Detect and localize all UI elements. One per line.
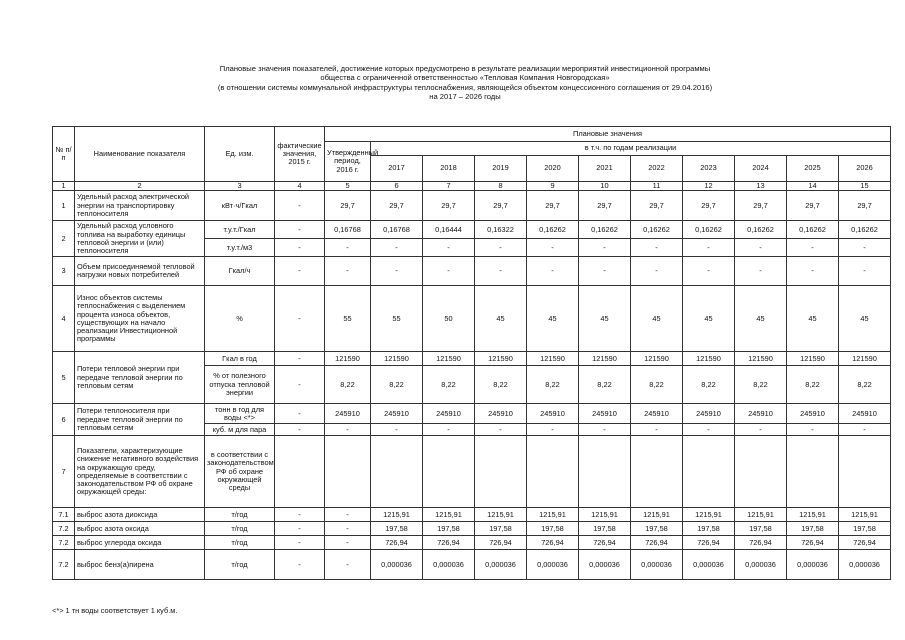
row-value: 0,16262 (527, 221, 579, 239)
row-value: 29,7 (371, 191, 423, 221)
row-num: 5 (53, 352, 75, 404)
header-year: 2023 (683, 156, 735, 182)
empty-cell (787, 436, 839, 508)
row-value: 45 (787, 286, 839, 352)
row-unit: т/год (205, 550, 275, 580)
row-value: 29,7 (325, 191, 371, 221)
row-value: 45 (735, 286, 787, 352)
table-row (53, 508, 891, 522)
row-num: 7.2 (53, 522, 75, 536)
row-value: - (325, 239, 371, 257)
row-value: - (787, 424, 839, 436)
row-value: 245910 (735, 404, 787, 424)
empty-cell (371, 436, 423, 508)
empty-cell (683, 436, 735, 508)
row-unit: куб. м для пара (205, 424, 275, 436)
row-value: 245910 (527, 404, 579, 424)
header-year: 2025 (787, 156, 839, 182)
row-num: 1 (53, 191, 75, 221)
row-value: 121590 (839, 352, 891, 366)
empty-cell (325, 436, 371, 508)
header-year: 2026 (839, 156, 891, 182)
empty-cell (423, 436, 475, 508)
row-value: - (787, 257, 839, 286)
row-num: 7.2 (53, 550, 75, 580)
row-num: 7.2 (53, 536, 75, 550)
row-value: - (475, 424, 527, 436)
row-value: 0,000036 (475, 550, 527, 580)
row-fact: - (275, 404, 325, 424)
row-value: 29,7 (527, 191, 579, 221)
row-value: 29,7 (683, 191, 735, 221)
row-value: 245910 (579, 404, 631, 424)
row-approved: - (325, 522, 371, 536)
row-value: 55 (371, 286, 423, 352)
row-unit: кВт·ч/Гкал (205, 191, 275, 221)
table-row (53, 404, 891, 424)
row-value: 0,000036 (527, 550, 579, 580)
row-value: - (579, 424, 631, 436)
row-unit: % (205, 286, 275, 352)
column-number: 8 (475, 182, 527, 191)
table-row (53, 352, 891, 366)
row-value: 45 (475, 286, 527, 352)
row-name: Потери теплоносителя при передаче тепловой энергии по тепловым сетям (75, 404, 205, 436)
row-value: 1215,91 (475, 508, 527, 522)
row-num: 2 (53, 221, 75, 257)
row-name: выброс азота диоксида (75, 508, 205, 522)
row-value: - (683, 424, 735, 436)
row-value: - (839, 239, 891, 257)
row-value: 29,7 (423, 191, 475, 221)
table-row (53, 436, 891, 508)
row-value: 8,22 (631, 366, 683, 404)
row-value: 197,58 (475, 522, 527, 536)
column-number: 14 (787, 182, 839, 191)
row-value: 121590 (735, 352, 787, 366)
row-name: Удельный расход условного топлива на выработку единицы тепловой энергии и (или) теплоносителя (75, 221, 205, 257)
row-value: 726,94 (839, 536, 891, 550)
empty-cell (735, 436, 787, 508)
column-number: 15 (839, 182, 891, 191)
empty-cell (475, 436, 527, 508)
row-name: Удельный расход электрической энергии на транспортировку теплоносителя (75, 191, 205, 221)
row-value: 45 (631, 286, 683, 352)
row-value: 0,16444 (423, 221, 475, 239)
row-value: 197,58 (527, 522, 579, 536)
footnote: <*> 1 тн воды соответствует 1 куб.м. (52, 606, 178, 615)
row-value: - (683, 239, 735, 257)
row-value: - (475, 257, 527, 286)
row-value: 0,16262 (839, 221, 891, 239)
header-year: 2020 (527, 156, 579, 182)
row-value: 726,94 (683, 536, 735, 550)
row-unit: т/год (205, 522, 275, 536)
document-header (120, 64, 810, 102)
row-value: 726,94 (735, 536, 787, 550)
row-fact: - (275, 424, 325, 436)
row-value: - (527, 257, 579, 286)
row-value: 0,16262 (683, 221, 735, 239)
row-num: 4 (53, 286, 75, 352)
row-value: 29,7 (735, 191, 787, 221)
row-name: выброс углерода оксида (75, 536, 205, 550)
row-value: 50 (423, 286, 475, 352)
row-value: 0,000036 (787, 550, 839, 580)
row-approved: - (325, 508, 371, 522)
column-number: 13 (735, 182, 787, 191)
row-name: выброс бенз(а)пирена (75, 550, 205, 580)
row-value: 245910 (683, 404, 735, 424)
row-value: 197,58 (423, 522, 475, 536)
row-value: 726,94 (423, 536, 475, 550)
row-value: 245910 (423, 404, 475, 424)
row-value: 245910 (631, 404, 683, 424)
row-fact: - (275, 352, 325, 366)
row-value: - (423, 424, 475, 436)
row-value: 29,7 (579, 191, 631, 221)
row-value: 29,7 (787, 191, 839, 221)
row-value: - (371, 257, 423, 286)
row-value: 0,000036 (839, 550, 891, 580)
row-value: 0,16262 (787, 221, 839, 239)
row-value: 197,58 (839, 522, 891, 536)
header-name: Наименование показателя (75, 127, 205, 182)
header-line-4: на 2017 – 2026 годы (429, 92, 501, 102)
row-value: 121590 (423, 352, 475, 366)
header-line-1: Плановые значения показателей, достижение которых предусмотрено в результате реализации мероприятий инвестиционной программы (219, 64, 711, 73)
header-year: 2024 (735, 156, 787, 182)
row-fact: - (275, 536, 325, 550)
row-value: 1215,91 (423, 508, 475, 522)
row-value: - (735, 424, 787, 436)
row-value: 121590 (787, 352, 839, 366)
row-value: 726,94 (527, 536, 579, 550)
row-value: 121590 (579, 352, 631, 366)
row-value: - (371, 239, 423, 257)
row-fact: - (275, 522, 325, 536)
row-value: - (631, 239, 683, 257)
header-approved: Утвержденный период, 2016 г. (325, 142, 371, 182)
row-value: - (371, 424, 423, 436)
row-value: 0,000036 (631, 550, 683, 580)
header-year: 2021 (579, 156, 631, 182)
row-value: 245910 (325, 404, 371, 424)
row-value: - (735, 257, 787, 286)
row-approved: - (325, 536, 371, 550)
row-unit: т.у.т./м3 (205, 239, 275, 257)
row-fact: - (275, 366, 325, 404)
table-row (53, 257, 891, 286)
row-value: 29,7 (475, 191, 527, 221)
row-unit: т/год (205, 536, 275, 550)
row-value: 1215,91 (683, 508, 735, 522)
row-value: 8,22 (839, 366, 891, 404)
row-fact: - (275, 257, 325, 286)
row-value: 726,94 (787, 536, 839, 550)
header-year: 2017 (371, 156, 423, 182)
row-value: - (325, 424, 371, 436)
row-fact: - (275, 286, 325, 352)
row-value: 121590 (371, 352, 423, 366)
column-number: 4 (275, 182, 325, 191)
row-value: - (735, 239, 787, 257)
row-value: - (839, 257, 891, 286)
row-value: 29,7 (839, 191, 891, 221)
row-value: 1215,91 (787, 508, 839, 522)
row-value: 726,94 (631, 536, 683, 550)
row-value: 245910 (839, 404, 891, 424)
row-value: 29,7 (631, 191, 683, 221)
row-fact: - (275, 508, 325, 522)
header-line-3: (в отношении системы коммунальной инфраструктуры теплоснабжения, являющейся объектом концессионного соглашения от 29.04.2016) (217, 82, 713, 92)
row-value: 121590 (475, 352, 527, 366)
row-unit: % от полезного отпуска тепловой энергии (205, 366, 275, 404)
header-fact: фактические значения, 2015 г. (275, 127, 325, 182)
row-value: 0,16768 (371, 221, 423, 239)
row-value: 8,22 (579, 366, 631, 404)
empty-cell (631, 436, 683, 508)
header-line-2: общества с ограниченной ответственностью «Тепловая Компания Новгородская» (320, 73, 610, 83)
header-by-years: в т.ч. по годам реализации (371, 142, 891, 156)
row-value: - (579, 257, 631, 286)
row-unit: т/год (205, 508, 275, 522)
empty-cell (527, 436, 579, 508)
row-value: - (631, 257, 683, 286)
header-unit: Ед. изм. (205, 127, 275, 182)
row-value: 0,16262 (735, 221, 787, 239)
row-value: 1215,91 (631, 508, 683, 522)
row-value: 45 (527, 286, 579, 352)
row-value: 1215,91 (579, 508, 631, 522)
row-name: Потери тепловой энергии при передаче тепловой энергии по тепловым сетям (75, 352, 205, 404)
header-year: 2022 (631, 156, 683, 182)
row-value: 121590 (683, 352, 735, 366)
row-value: 8,22 (683, 366, 735, 404)
table-row (53, 550, 891, 580)
column-number-row (53, 182, 891, 191)
indicators-table (52, 126, 891, 580)
row-value: 1215,91 (839, 508, 891, 522)
row-value: 726,94 (475, 536, 527, 550)
column-number: 12 (683, 182, 735, 191)
empty-cell (579, 436, 631, 508)
row-value: 1215,91 (371, 508, 423, 522)
row-value: 197,58 (735, 522, 787, 536)
row-value: 0,16262 (579, 221, 631, 239)
row-value: 1215,91 (735, 508, 787, 522)
column-number: 2 (75, 182, 205, 191)
row-value: 197,58 (371, 522, 423, 536)
table-header-row (53, 127, 891, 142)
row-value: - (683, 257, 735, 286)
row-value: 0,000036 (735, 550, 787, 580)
row-value: - (839, 424, 891, 436)
row-value: 8,22 (423, 366, 475, 404)
row-name: Объем присоединяемой тепловой нагрузки новых потребителей (75, 257, 205, 286)
column-number: 11 (631, 182, 683, 191)
row-value: 121590 (527, 352, 579, 366)
row-value: 45 (579, 286, 631, 352)
row-value: - (475, 239, 527, 257)
row-value: 121590 (325, 352, 371, 366)
row-name: Показатели, характеризующие снижение негативного воздействия на окружающую среду, определяемые в соответствии с законодательством РФ об охране окружающей среды: (75, 436, 205, 508)
row-fact: - (275, 550, 325, 580)
row-value: 0,16322 (475, 221, 527, 239)
row-value: 726,94 (579, 536, 631, 550)
row-name: Износ объектов системы теплоснабжения с выделением процента износа объектов, существующих на начало реализации Инвестиционной программы (75, 286, 205, 352)
row-value: 197,58 (787, 522, 839, 536)
row-value: 0,000036 (371, 550, 423, 580)
row-unit: тонн в год для воды <*> (205, 404, 275, 424)
row-value: 1215,91 (527, 508, 579, 522)
column-number: 10 (579, 182, 631, 191)
row-value: 245910 (787, 404, 839, 424)
table-row (53, 221, 891, 239)
row-value: 0,000036 (579, 550, 631, 580)
column-number: 7 (423, 182, 475, 191)
row-fact: - (275, 191, 325, 221)
header-planned: Плановые значения (325, 127, 891, 142)
table-row (53, 191, 891, 221)
row-value: 245910 (475, 404, 527, 424)
table-row (53, 522, 891, 536)
column-number: 6 (371, 182, 423, 191)
column-number: 3 (205, 182, 275, 191)
row-unit: Гкал/ч (205, 257, 275, 286)
empty-cell (275, 436, 325, 508)
row-value: - (631, 424, 683, 436)
header-year: 2019 (475, 156, 527, 182)
row-value: 0,16768 (325, 221, 371, 239)
row-value: 197,58 (631, 522, 683, 536)
row-value: 197,58 (579, 522, 631, 536)
table-row (53, 536, 891, 550)
row-value: 45 (839, 286, 891, 352)
row-value: 197,58 (683, 522, 735, 536)
row-value: 55 (325, 286, 371, 352)
row-value: 8,22 (527, 366, 579, 404)
row-num: 3 (53, 257, 75, 286)
header-year: 2018 (423, 156, 475, 182)
row-value: 0,000036 (423, 550, 475, 580)
row-num: 7 (53, 436, 75, 508)
row-value: - (423, 257, 475, 286)
row-value: 8,22 (371, 366, 423, 404)
row-value: - (527, 424, 579, 436)
table-row (53, 286, 891, 352)
header-num: № п/п (53, 127, 75, 182)
column-number: 5 (325, 182, 371, 191)
column-number: 9 (527, 182, 579, 191)
row-approved: - (325, 550, 371, 580)
row-value: 8,22 (325, 366, 371, 404)
row-value: 121590 (631, 352, 683, 366)
row-value: 0,000036 (683, 550, 735, 580)
column-number: 1 (53, 182, 75, 191)
row-value: - (325, 257, 371, 286)
row-unit: Гкал в год (205, 352, 275, 366)
row-value: 8,22 (475, 366, 527, 404)
row-value: 8,22 (735, 366, 787, 404)
row-num: 7.1 (53, 508, 75, 522)
row-value: 45 (683, 286, 735, 352)
row-fact: - (275, 221, 325, 239)
row-value: 0,16262 (631, 221, 683, 239)
row-value: 245910 (371, 404, 423, 424)
empty-cell (839, 436, 891, 508)
row-unit: в соответствии с законодательством РФ об охране окружающей среды (205, 436, 275, 508)
row-value: 8,22 (787, 366, 839, 404)
row-value: 726,94 (371, 536, 423, 550)
row-value: - (579, 239, 631, 257)
row-name: выброс азота оксида (75, 522, 205, 536)
row-value: - (787, 239, 839, 257)
row-value: - (423, 239, 475, 257)
row-value: - (527, 239, 579, 257)
row-fact: - (275, 239, 325, 257)
row-num: 6 (53, 404, 75, 436)
row-unit: т.у.т./Гкал (205, 221, 275, 239)
